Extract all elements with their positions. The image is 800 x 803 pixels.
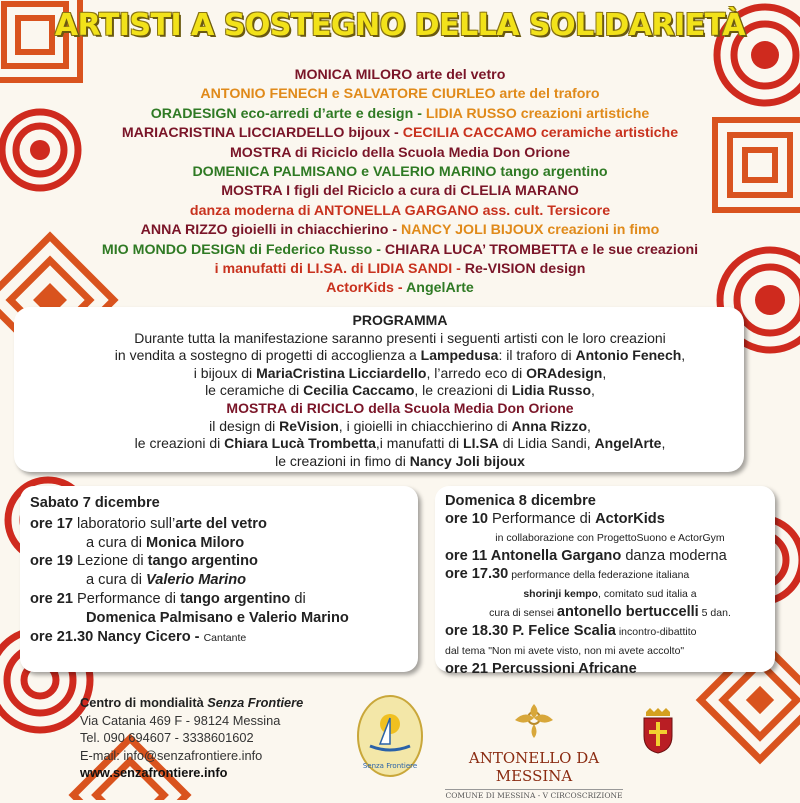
text-segment: antonello bertuccelli (556, 604, 699, 620)
contact-email[interactable]: E-mail: info@senzafrontiere.info (80, 747, 263, 763)
text-segment: incontro-dibattito (615, 626, 697, 638)
text-segment: i bijoux di (193, 364, 257, 381)
sunday-box (435, 486, 775, 677)
schedule-row (30, 590, 418, 609)
text-segment: Cecilia Caccamo (303, 382, 415, 399)
schedule-row (30, 628, 418, 648)
artist-line (0, 221, 800, 240)
text-segment: ore 11 Antonella Gargano (445, 548, 622, 564)
text-segment: dal tema "Non mi avete visto, non mi avete accolto" (445, 645, 685, 657)
text-segment: laboratorio sull’ (73, 515, 176, 532)
page-title: ARTISTI A SOSTEGNO DELLA SOLIDARIETÀ (54, 8, 746, 43)
text-segment: , (661, 435, 666, 452)
text-segment: : il traforo di (498, 347, 576, 364)
text-segment: MIO MONDO DESIGN di Federico Russo - (101, 241, 385, 258)
text-segment: tango argentino (180, 590, 291, 607)
text-segment: Antonio Fenech (575, 347, 682, 364)
contact-name (80, 694, 303, 712)
text-segment: ,i manufatti di (375, 435, 464, 452)
senza-frontiere-logo-text: Senza Frontiere (362, 762, 418, 770)
text-segment: ORAdesign (526, 364, 603, 381)
text-segment: Nancy Joli bijoux (409, 452, 525, 469)
text-segment: AngelArte (406, 280, 474, 297)
text-segment: ore 10 (445, 511, 488, 527)
schedule-row (30, 571, 418, 590)
ornament-icon (511, 700, 557, 740)
text-segment: MariaCristina Licciardello (256, 364, 427, 381)
text-segment: Performance di (73, 590, 181, 607)
text-segment: Chiara Lucà Trombetta (224, 435, 376, 452)
text-segment: ore 17 (30, 515, 73, 532)
programma-line (0, 435, 800, 453)
saturday-heading: Sabato 7 dicembre (30, 495, 160, 511)
programma-line (0, 330, 800, 348)
text-segment: ore 18.30 P. Felice Scalia (445, 623, 616, 639)
text-segment: , l’arredo eco di (426, 364, 527, 381)
artists-list (0, 66, 800, 299)
artist-line (0, 124, 800, 143)
schedule-row (445, 660, 775, 678)
programma-heading: PROGRAMMA (352, 312, 448, 328)
text-segment: ReVision (279, 417, 339, 434)
programma-line (0, 365, 800, 383)
artist-line (0, 66, 800, 85)
text-segment: di (290, 590, 306, 607)
text-segment: Cantante (203, 631, 247, 644)
artist-line (0, 163, 800, 182)
saturday-box (20, 486, 418, 672)
artist-line (0, 105, 800, 124)
text-segment: AngelArte (594, 435, 662, 452)
artist-line (0, 260, 800, 279)
contact-phone: Tel. 090 694607 - 3338601602 (80, 730, 254, 746)
messina-coat-of-arms-icon (640, 706, 676, 754)
text-segment: LIDIA RUSSO creazioni artistiche (425, 105, 650, 122)
text-segment: le creazioni in fimo di (275, 452, 410, 469)
text-segment: MONICA MILORO arte del vetro (294, 67, 506, 83)
text-segment: ORADESIGN eco-arredi d’arte e design - (150, 105, 426, 122)
text-segment: LI.SA (463, 435, 499, 452)
text-segment: , (602, 364, 607, 381)
text-segment: CECILIA CACCAMO ceramiche artistiche (402, 125, 679, 142)
text-segment: MOSTRA I figli del Riciclo a cura di CLELIA MARANO (221, 183, 579, 200)
text-segment: , comitato sud italia a (598, 588, 697, 600)
programma-section (0, 312, 800, 470)
text-segment: in collaborazione con ProgettoSuono e ActorGym (495, 532, 725, 544)
schedule-row (30, 552, 418, 571)
text-segment: arte del vetro (175, 515, 267, 532)
text-segment: a cura di (86, 572, 147, 589)
text-segment: ANTONIO FENECH e SALVATORE CIURLEO arte del traforo (200, 86, 600, 103)
sunday-schedule (445, 510, 775, 678)
text-segment: shorinji kempo (523, 588, 599, 600)
contact-name-text: Centro di mondialità (80, 695, 208, 710)
text-segment: ActorKids (595, 511, 665, 527)
text-segment: le creazioni di (134, 435, 225, 452)
schedule-row (30, 609, 418, 628)
text-segment: a cura di (86, 534, 147, 551)
text-segment: Lezione di (73, 553, 148, 570)
text-segment: , (681, 347, 686, 364)
schedule-row (445, 510, 775, 528)
text-segment: ActorKids - (326, 280, 407, 297)
artist-line (0, 202, 800, 221)
schedule-row (30, 534, 418, 553)
text-segment: , (587, 417, 591, 434)
contact-address: Via Catania 469 F - 98124 Messina (80, 712, 281, 728)
schedule-row (30, 515, 418, 534)
text-segment: DOMENICA PALMISANO e VALERIO MARINO tango argentino (192, 164, 608, 181)
contact-name-italic: Senza Frontiere (207, 695, 304, 710)
text-segment: , (591, 382, 595, 399)
schedule-row (445, 641, 775, 660)
text-segment: NANCY JOLI BIJOUX creazioni in fimo (401, 222, 660, 239)
artist-line (0, 279, 800, 298)
text-segment: MARIACRISTINA LICCIARDELLO bijoux - (121, 125, 403, 142)
schedule-row (445, 528, 775, 547)
text-segment: il design di (209, 417, 280, 434)
text-segment: Lidia Russo (511, 382, 592, 399)
programma-text (0, 330, 800, 471)
senza-frontiere-logo (356, 694, 424, 778)
programma-line (0, 382, 800, 400)
sunday-heading: Domenica 8 dicembre (445, 493, 596, 509)
schedule-row (445, 565, 775, 584)
contact-website[interactable]: www.senzafrontiere.info (80, 765, 228, 781)
text-segment: MOSTRA di RICICLO della Scuola Media Don Orione (226, 399, 574, 416)
text-segment: ore 21 Percussioni Africane (445, 661, 637, 677)
text-segment: ore 19 (30, 553, 73, 570)
text-segment: Domenica Palmisano e Valerio Marino (86, 609, 349, 626)
text-segment: performance della federazione italiana (508, 569, 690, 581)
schedule-row (445, 547, 775, 565)
saturday-schedule (30, 515, 418, 648)
schedule-row (445, 603, 775, 622)
text-segment: Monica Miloro (146, 534, 245, 551)
text-segment: i manufatti di LI.SA. di LIDIA SANDI - (214, 261, 465, 278)
text-segment: MOSTRA di Riciclo della Scuola Media Don Orione (229, 144, 571, 161)
programma-line (0, 347, 800, 365)
text-segment: 5 dan. (698, 607, 731, 619)
antonello-title: ANTONELLO DA MESSINA (468, 749, 600, 785)
text-segment: Anna Rizzo (511, 417, 588, 434)
text-segment: ANNA RIZZO gioielli in chiacchierino - (140, 222, 402, 239)
text-segment: Re-VISION design (464, 261, 586, 278)
text-segment: di Lidia Sandi, (498, 435, 595, 452)
text-segment: tango argentino (147, 553, 258, 570)
text-segment: , i gioielli in chiacchierino di (338, 417, 512, 434)
artist-line (0, 182, 800, 201)
text-segment: Performance di (488, 511, 596, 527)
text-segment: Durante tutta la manifestazione saranno presenti i seguenti artisti con le loro creazioni (134, 329, 666, 346)
text-segment: Lampedusa (420, 347, 499, 364)
text-segment: cura di sensei (489, 607, 557, 619)
artist-line (0, 85, 800, 104)
schedule-row (445, 622, 775, 641)
text-segment: Valerio Marino (146, 572, 247, 589)
artist-line (0, 144, 800, 163)
text-segment: in vendita a sostegno di progetti di accoglienza a (114, 347, 421, 364)
antonello-logo (436, 700, 632, 803)
antonello-subtitle: COMUNE DI MESSINA - V CIRCOSCRIZIONE (445, 791, 623, 800)
text-segment: danza moderna di ANTONELLA GARGANO ass. cult. Tersicore (189, 202, 611, 219)
text-segment: danza moderna (621, 548, 727, 564)
text-segment: ore 21 (30, 590, 73, 607)
contact-info (80, 694, 303, 782)
text-segment: ore 21.30 Nancy Cicero - (30, 628, 204, 645)
programma-line (0, 400, 800, 418)
programma-line (0, 453, 800, 471)
schedule-row (445, 584, 775, 603)
text-segment: CHIARA LUCA’ TROMBETTA e le sue creazioni (384, 241, 699, 258)
text-segment: ore 17.30 (445, 566, 509, 582)
text-segment: le ceramiche di (205, 382, 304, 399)
artist-line (0, 241, 800, 260)
programma-line (0, 418, 800, 436)
text-segment: , le creazioni di (414, 382, 512, 399)
